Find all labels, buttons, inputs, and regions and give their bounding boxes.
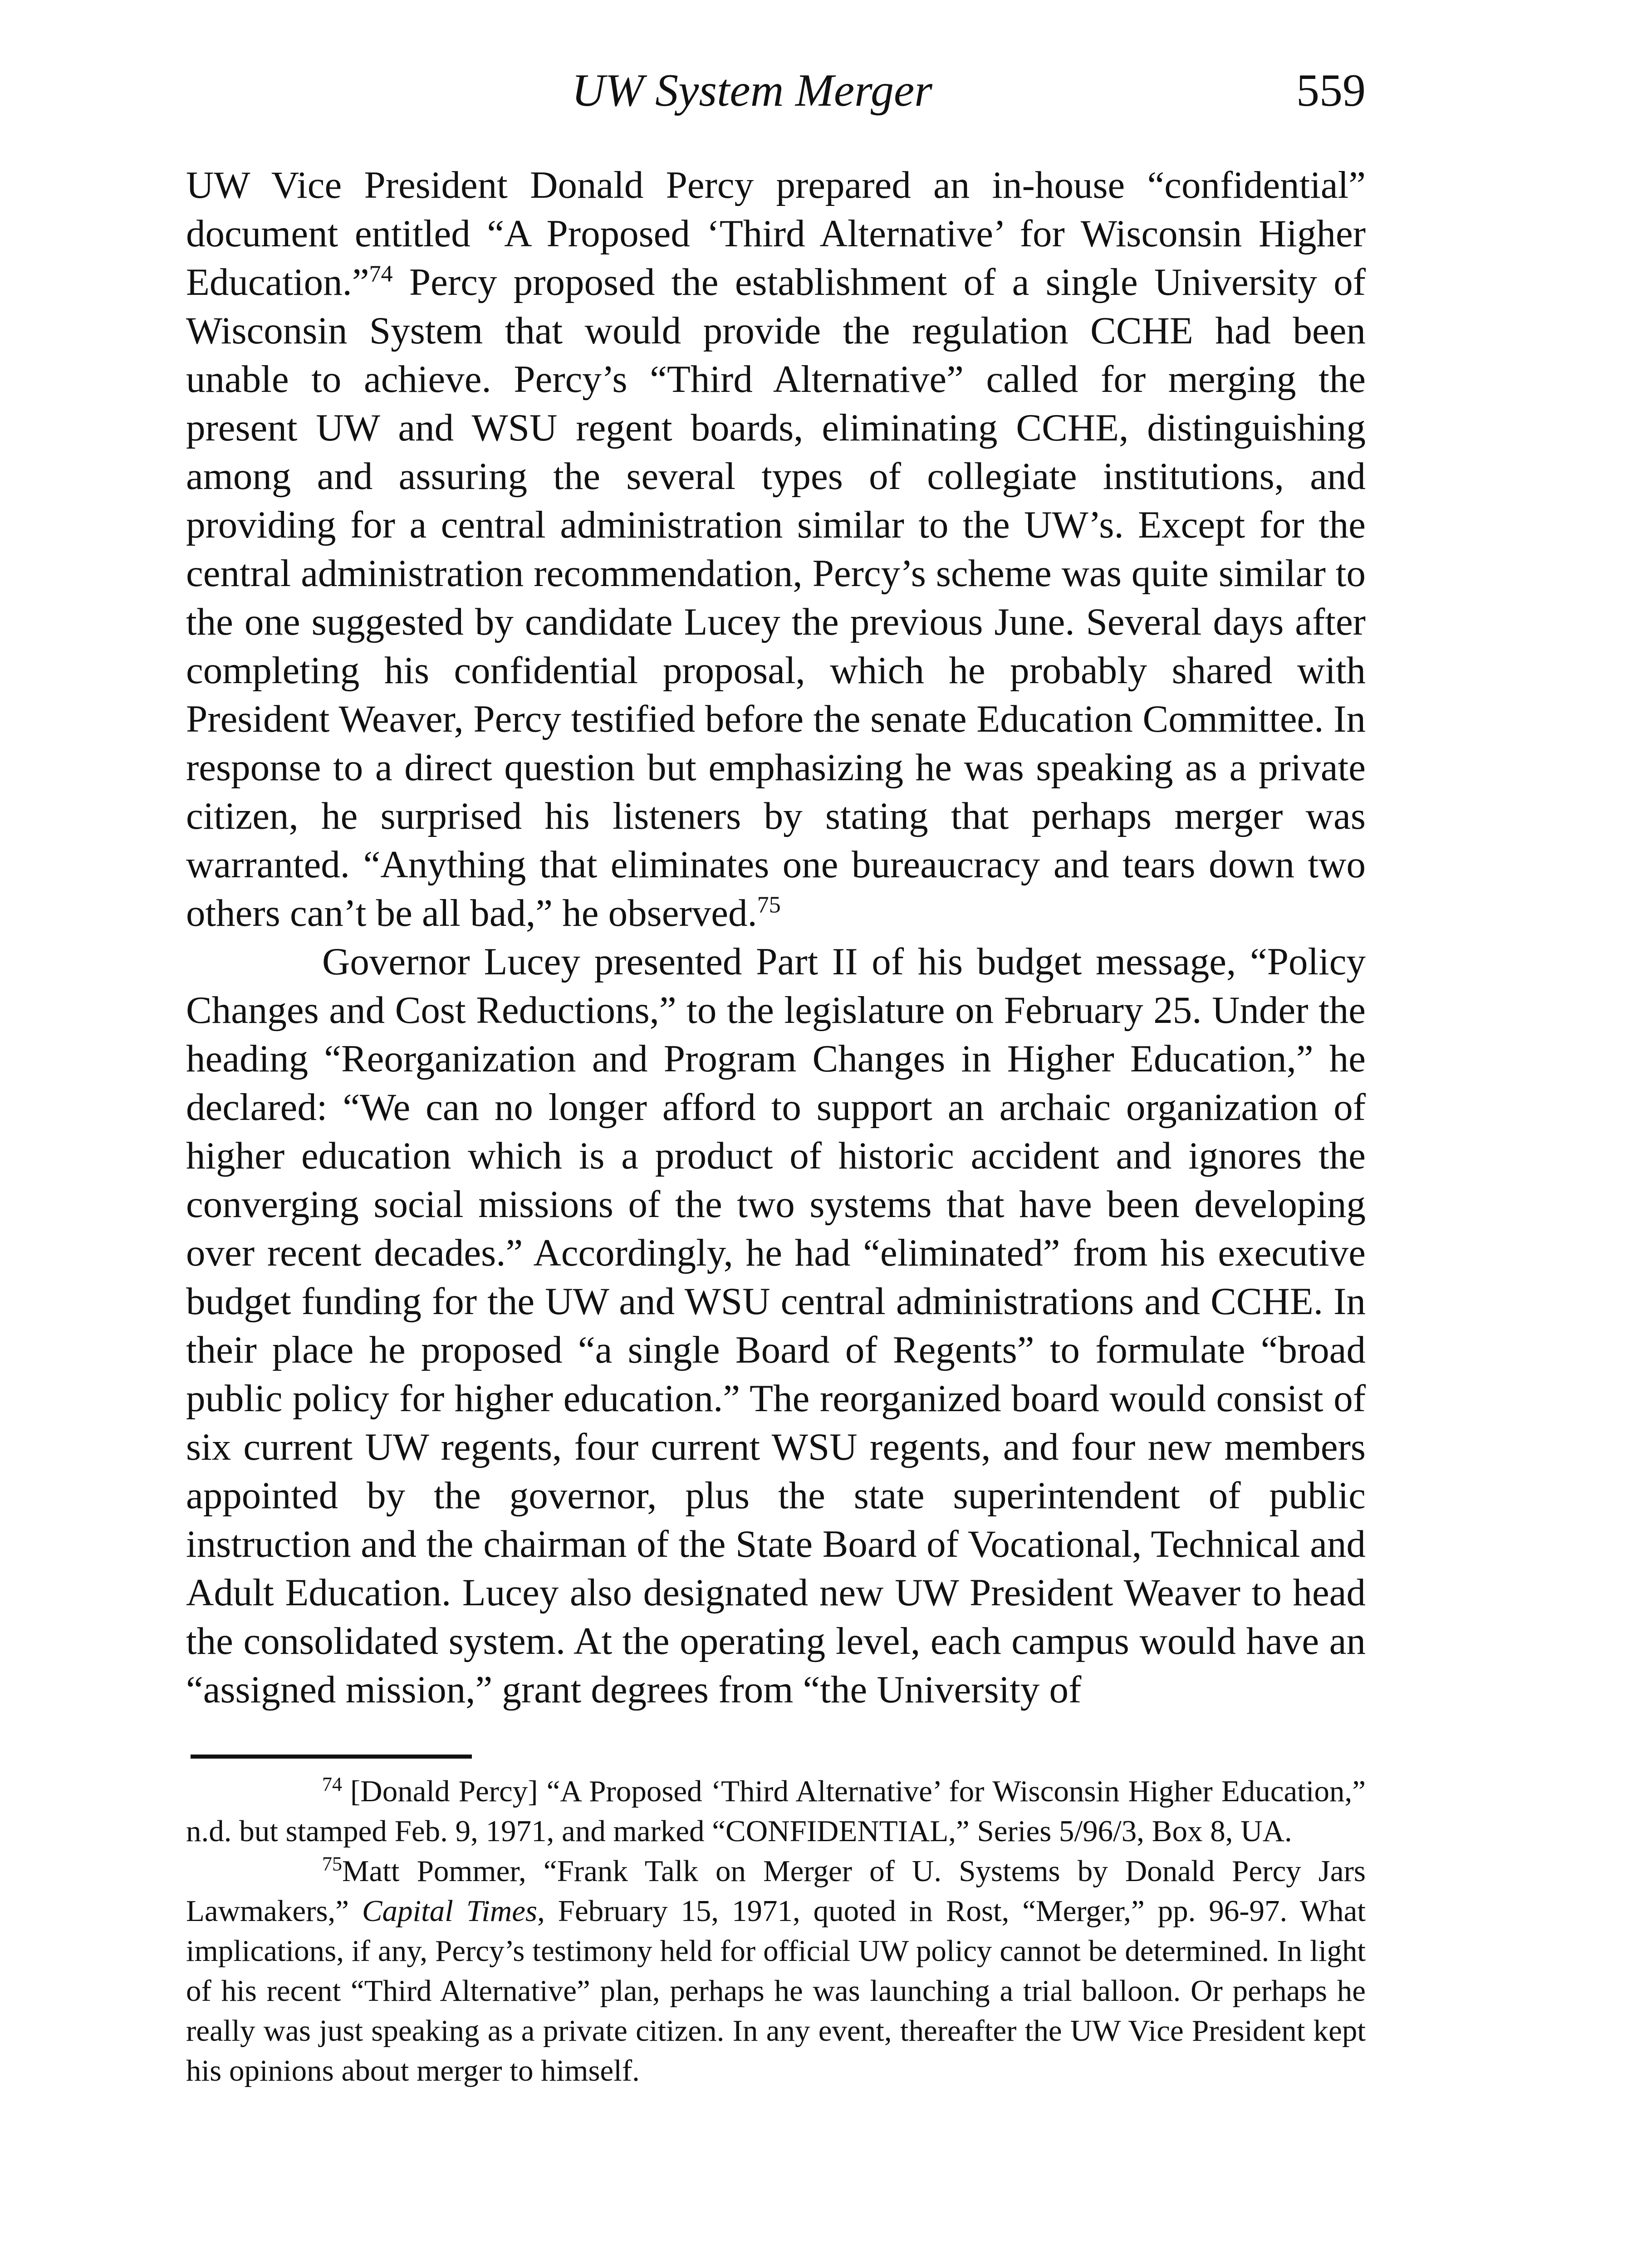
paragraph-text: Percy proposed the establishment of a single University of Wisconsin System that would provide the regulation CCHE had been unable to achieve. Percy’s “Third Alternative” called for merging the present UW and WSU regent boards, eliminating CCHE, distinguishing among and assuring the several types of collegiate institutions, and providing for a central administration similar to the UW’s. Except for the central administration recommendation, Percy’s scheme was quite similar to the one suggested by candidate Lucey the previous June. Several days after completing his confidential proposal, which he probably shared with President Weaver, Percy testified before the senate Education Committee. In response to a direct question but emphasizing he was speaking as a private citizen, he surprised his listeners by stating that perhaps merger was warranted. “Anything that eliminates one bureaucracy and tears down two others can’t be all bad,” he observed. bbox=[186, 261, 1366, 934]
footnote-text: [Donald Percy] “A Proposed ‘Third Alternative’ for Wisconsin Higher Education,” n.d. but stamped Feb. 9, 1971, and marked “CONFIDENTIAL,” Series 5/96/3, Box 8, UA. bbox=[186, 1774, 1366, 1848]
footnote-text: , February 15, 1971, quoted in Rost, “Merger,” pp. 96-97. What implications, if any, Percy’s testimony held for official UW policy cannot be determined. In light of his recent “Third Alternative” plan, perhaps he was launching a trial balloon. Or perhaps he really was just speaking as a private citizen. In any event, thereafter the UW Vice President kept his opinions about merger to himself. bbox=[186, 1894, 1366, 2087]
page-number: 559 bbox=[1296, 65, 1366, 116]
body-text bbox=[186, 161, 1366, 1714]
running-title: UW System Merger bbox=[572, 65, 932, 116]
paragraph-percy-proposal bbox=[186, 161, 1366, 938]
footnote-marker: 75 bbox=[322, 1853, 342, 1875]
paragraph-lucey-budget: Governor Lucey presented Part II of his budget message, “Policy Changes and Cost Reductions,” to the legislature on February 25. Under the heading “Reorganization and Program Changes in Higher Education,” he declared: “We can no longer afford to support an archaic organization of higher education which is a product of historic accident and ignores the converging social missions of the two systems that have been developing over recent decades.” Accordingly, he had “eliminated” from his executive budget funding for the UW and WSU central administrations and CCHE. In their place he proposed “a single Board of Regents” to formulate “broad public policy for higher education.” The reorganized board would consist of six current UW regents, four current WSU regents, and four new members appointed by the governor, plus the state superintendent of public instruction and the chairman of the State Board of Vocational, Technical and Adult Education. Lucey also designated new UW President Weaver to head the consolidated system. At the operating level, each campus would have an “assigned mission,” grant degrees from “the University of bbox=[186, 940, 1366, 1711]
footnote-marker: 74 bbox=[322, 1773, 342, 1795]
footnote-reference-75: 75 bbox=[757, 892, 781, 918]
footnote-separator bbox=[191, 1755, 472, 1759]
page-header bbox=[186, 59, 1366, 122]
footnote-source-title: Capital Times bbox=[362, 1894, 538, 1928]
footnotes bbox=[186, 1771, 1366, 2091]
footnote-74 bbox=[186, 1771, 1366, 1851]
footnote-text: Matt Pommer, “Frank Talk on Merger of U. Systems by Donald Percy Jars Lawmakers,” bbox=[186, 1854, 1366, 1928]
footnote-75 bbox=[186, 1851, 1366, 2091]
footnote-reference-74: 74 bbox=[369, 261, 393, 287]
paragraph-text: UW Vice President Donald Percy prepared an in-house “confidential” document entitled “A Proposed ‘Third Alternative’ for Wisconsin Higher Education.” bbox=[186, 164, 1366, 303]
